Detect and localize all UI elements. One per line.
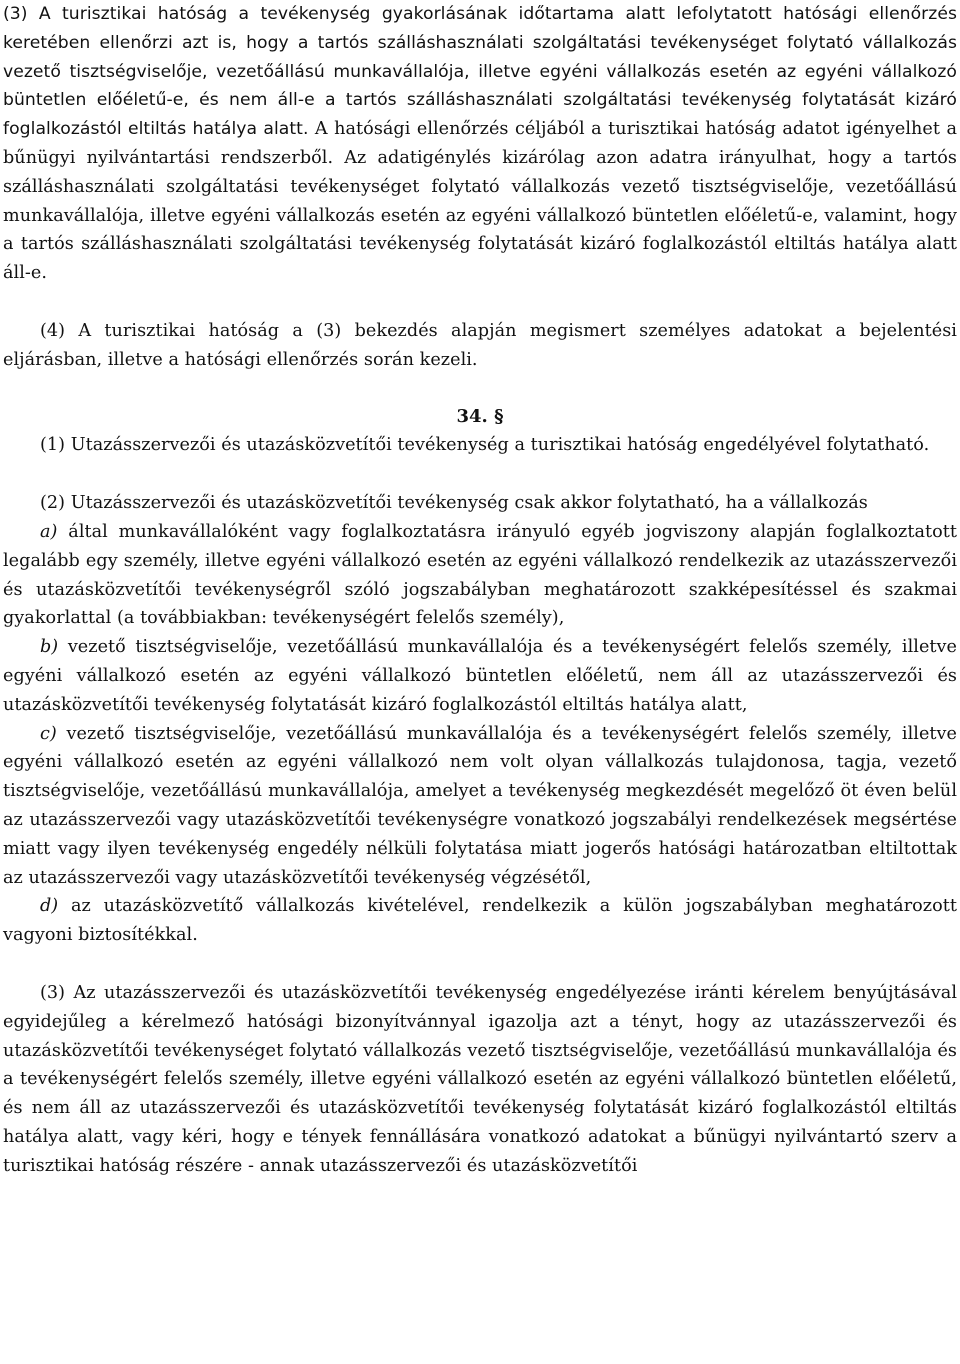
list-item-d [3,892,957,950]
document-page [3,0,957,1180]
section-34-paragraph-1: (1) Utazásszervezői és utazásközvetítői tevékenység a turisztikai hatóság engedélyével folytatható. [40,435,930,456]
section-34-paragraph-3: (3) Az utazásszervezői és utazásközvetítői tevékenység engedélyezése iránti kérelem benyújtásával egyidejűleg a kérelmező hatósági bizonyítvánnyal igazolja azt a tényt, hogy az utazásszervezői és utazásközvetítői tevékenységet folytató vállalkozás vezető tisztségviselője, vezetőállású munkavállalója és a tevékenységért felelős személy, illetve egyéni vállalkozó esetén az egyéni vállalkozó büntetlen előéletű, és nem áll az utazásszervezői és utazásközvetítői tevékenység folytatását kizáró foglalkozástól eltiltás hatálya alatt, vagy kéri, hogy e tények fennállására vonatkozó adatokat a bűnügyi nyilvántartó szerv a turisztikai hatóság részére - annak utazásszervezői és utazásközvetítői [3,982,957,1176]
list-item-text: vezető tisztségviselője, vezetőállású munkavállalója és a tevékenységért felelős személy, illetve egyéni vállalkozó esetén az egyéni vállalkozó nem volt olyan vállalkozás tulajdonosa, tagja, vezető tisztségviselője, vezetőállású munkavállalója, amelyet a tevékenység megkezdését megelőző öt éven belül az utazásszervezői vagy utazásközvetítői tevékenységre vonatkozó jogszabályi rendelkezések megsértése miatt vagy ilyen tevékenység engedély nélküli folytatása miatt jogerős hatósági határozatban eltiltottak az utazásszervezői vagy utazásközvetítői tevékenység végzésétől, [3,723,957,888]
list-item-text: által munkavállalóként vagy foglalkoztatásra irányuló egyéb jogviszony alapján foglalkoztatott legalább egy személy, illetve egyéni vállalkozó esetén az egyéni vállalkozó rendelkezik az utazásszervezői és utazásközvetítői tevékenységről szóló jogszabályban meghatározott szakképesítéssel és szakmai gyakorlattal (a továbbiakban: tevékenységért felelős személy), [3,521,957,629]
list-item-label: d) [40,896,59,917]
list-item-text: vezető tisztségviselője, vezetőállású munkavállalója és a tevékenységért felelős személy, illetve egyéni vállalkozó esetén az egyéni vállalkozó büntetlen előéletű, nem áll az utazásszervezői és utazásközvetítői tevékenység folytatását kizáró foglalkozástól eltiltás hatálya alatt, [3,637,957,715]
list-item-label: c) [40,723,57,744]
paragraph-3 [3,0,957,288]
list-item-label: a) [40,521,58,542]
list-item-c [3,720,957,893]
section-34-paragraph-2-intro: (2) Utazásszervezői és utazásközvetítői tevékenység csak akkor folytatható, ha a vállalkozás [40,493,868,514]
list-item-b [3,633,957,719]
list-item-a [3,518,957,633]
paragraph-3-part-2: A hatósági ellenőrzés céljából a turisztikai hatóság adatot igényelhet a bűnügyi nyilvántartási rendszerből. Az adatigénylés kizárólag azon adatra irányulhat, hogy a tartós szálláshasználati szolgáltatási tevékenységet folytató vállalkozás vezető tisztségviselője, vezetőállású munkavállalója, illetve egyéni vállalkozás esetén az egyéni vállalkozó büntetlen előéletű-e, valamint, hogy a tartós szálláshasználati szolgáltatási tevékenység folytatását kizáró foglalkozástól eltiltás hatálya alatt áll-e. [3,119,957,284]
list-item-text: az utazásközvetítő vállalkozás kivételével, rendelkezik a külön jogszabályban meghatározott vagyoni biztosítékkal. [3,896,957,946]
section-heading-34: 34. § [456,405,504,427]
paragraph-3-part-1: (3) A turisztikai hatóság a tevékenység gyakorlásának időtartama alatt lefolytatott hatósági ellenőrzés keretében ellenőrzi azt is, hogy a tartós szálláshasználati szolgáltatási tevékenységet folytató vállalkozás vezető tisztségviselője, vezetőállású munkavállalója, illetve egyéni vállalkozás esetén az egyéni vállalkozó büntetlen előéletű-e, és nem áll-e a tartós szálláshasználati szolgáltatási tevékenység folytatását kizáró foglalkozástól eltiltás hatálya alatt. [3,4,957,140]
paragraph-4: (4) A turisztikai hatóság a (3) bekezdés alapján megismert személyes adatokat a bejelentési eljárásban, illetve a hatósági ellenőrzés során kezeli. [3,320,957,370]
list-item-label: b) [40,637,59,658]
